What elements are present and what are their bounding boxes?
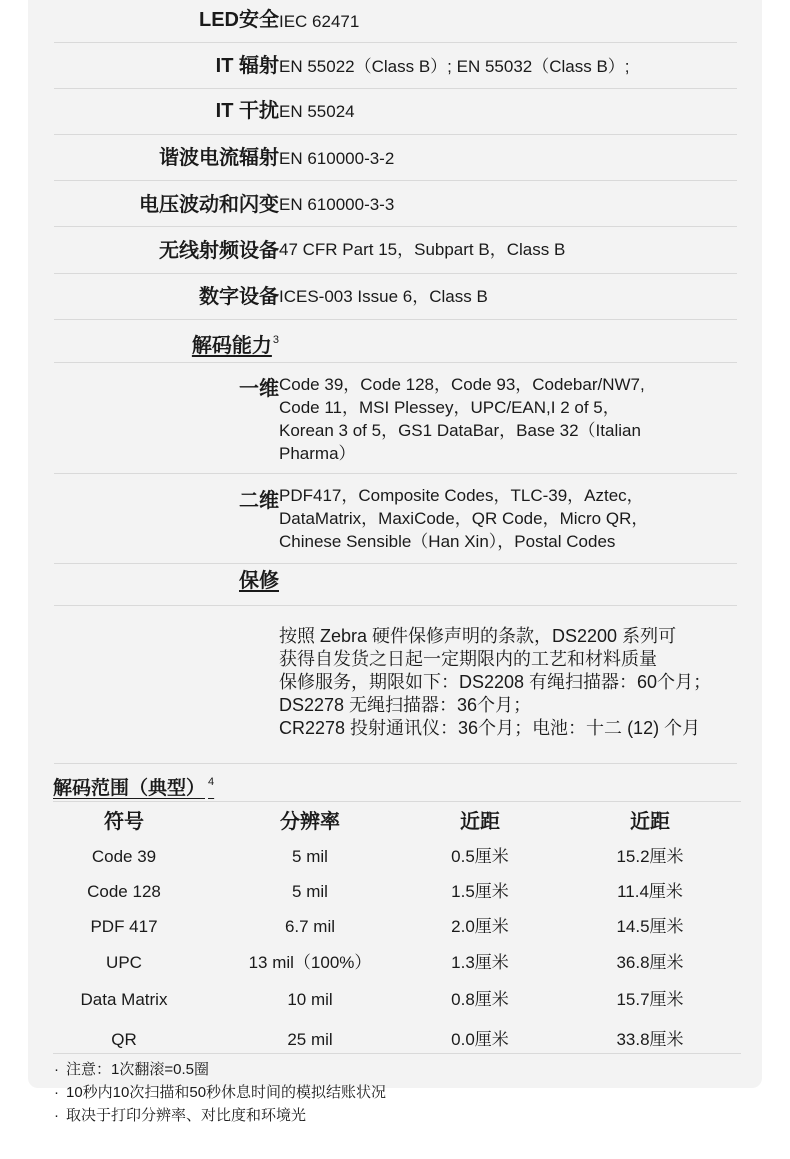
table-cell: 1.5厘米 bbox=[451, 882, 509, 901]
bullet-icon: · bbox=[54, 1084, 59, 1101]
table-cell: 10 mil bbox=[287, 990, 333, 1009]
table-cell: 5 mil bbox=[292, 847, 328, 866]
spec-value: EN 610000-3-3 bbox=[279, 195, 395, 214]
table-cell: QR bbox=[111, 1030, 137, 1049]
table-cell: 0.5厘米 bbox=[451, 847, 509, 866]
decode-range-title: 解码范围（典型） $^4$ bbox=[53, 776, 215, 799]
table-cell: 5 mil bbox=[292, 882, 328, 901]
spec-label: 电压波动和闪变 bbox=[139, 194, 279, 216]
spec-row-rf-device bbox=[54, 227, 737, 274]
decode-capability-header bbox=[54, 320, 737, 363]
spec-label: 一维 bbox=[239, 378, 279, 400]
table-cell: PDF 417 bbox=[90, 917, 158, 936]
warranty-header bbox=[54, 564, 737, 606]
table-cell: 0.8厘米 bbox=[451, 990, 509, 1009]
column-header-symbol: 符号 bbox=[104, 811, 144, 833]
table-cell: UPC bbox=[106, 953, 142, 972]
spec-value: ICES-003 Issue 6，Class B bbox=[279, 287, 488, 306]
table-cell: 2.0厘米 bbox=[451, 917, 509, 936]
column-header-resolution: 分辨率 bbox=[280, 811, 340, 833]
warranty-text: 按照 Zebra 硬件保修声明的条款，DS2200 系列可 获得自发货之日起一定期限内的工艺和材料质量 保修服务，期限如下：DS2208 有绳扫描器：60个月； DS2278 无绳扫描器：36个月； CR2278 投射通讯仪：36个月；电池：十二 (12) 个月 bbox=[279, 626, 712, 738]
divider bbox=[53, 1053, 741, 1054]
decode-capability-title: 解码能力$^3$ bbox=[191, 334, 279, 357]
spec-value: EN 55022（Class B）; EN 55032（Class B）; bbox=[279, 57, 630, 76]
table-cell: 0.0厘米 bbox=[451, 1030, 509, 1049]
decode-2d-row bbox=[54, 474, 737, 564]
spec-row-it-emission bbox=[54, 43, 737, 89]
column-header-far-range: 近距 bbox=[630, 811, 670, 833]
spec-label: 谐波电流辐射 bbox=[159, 147, 279, 169]
table-cell: 13 mil（100%） bbox=[248, 953, 372, 972]
table-cell: 15.7厘米 bbox=[616, 990, 684, 1009]
spec-row-voltage-flicker bbox=[54, 181, 737, 227]
footnote: 10秒内10次扫描和50秒休息时间的模拟结账状况 bbox=[66, 1084, 387, 1101]
spec-row-harmonic bbox=[54, 135, 737, 181]
footnote: 取决于打印分辨率、对比度和环境光 bbox=[66, 1107, 307, 1124]
table-cell: 25 mil bbox=[287, 1030, 333, 1049]
bullet-icon: · bbox=[54, 1107, 59, 1124]
footnote: 注意：1次翻滚=0.5圈 bbox=[66, 1061, 209, 1078]
spec-label: IT 干扰 bbox=[215, 100, 279, 122]
decode-1d-symbologies: Code 39，Code 128，Code 93，Codebar/NW7, Code 11，MSI Plessey，UPC/EAN,I 2 of 5， Korean 3 of 5，GS1 DataBar，Base 32（Italian Pharma） bbox=[279, 375, 645, 463]
table-cell: Data Matrix bbox=[80, 990, 168, 1009]
spec-row-led-safety bbox=[54, 0, 737, 43]
decode-2d-symbologies: PDF417，Composite Codes，TLC-39，Aztec， DataMatrix，MaxiCode，QR Code，Micro QR， Chinese Sensible（Han Xin），Postal Codes bbox=[279, 486, 649, 551]
spec-value: EN 55024 bbox=[279, 102, 355, 121]
spec-label: LED安全 bbox=[199, 9, 279, 31]
spec-label: 二维 bbox=[239, 490, 279, 512]
warranty-row bbox=[54, 606, 737, 764]
table-cell: 1.3厘米 bbox=[451, 953, 509, 972]
table-cell: 15.2厘米 bbox=[616, 847, 684, 866]
table-cell: 14.5厘米 bbox=[616, 917, 684, 936]
table-cell: Code 128 bbox=[87, 882, 161, 901]
decode-1d-row bbox=[54, 363, 737, 474]
spec-value: EN 610000-3-2 bbox=[279, 149, 395, 168]
spec-row-digital-device bbox=[54, 274, 737, 320]
spec-row-it-immunity bbox=[54, 89, 737, 135]
spec-value: 47 CFR Part 15，Subpart B，Class B bbox=[279, 240, 566, 259]
table-cell: 11.4厘米 bbox=[617, 882, 683, 901]
spec-value: IEC 62471 bbox=[279, 12, 360, 31]
column-header-near-range: 近距 bbox=[460, 811, 500, 833]
table-cell: 36.8厘米 bbox=[616, 953, 684, 972]
divider bbox=[53, 801, 741, 802]
bullet-icon: · bbox=[54, 1061, 59, 1078]
table-cell: Code 39 bbox=[91, 847, 157, 866]
spec-label: IT 辐射 bbox=[215, 55, 279, 77]
spec-label: 无线射频设备 bbox=[159, 240, 279, 262]
table-cell: 6.7 mil bbox=[284, 917, 336, 936]
table-cell: 33.8厘米 bbox=[616, 1030, 684, 1049]
spec-label: 数字设备 bbox=[199, 286, 279, 308]
warranty-title: 保修 bbox=[239, 570, 279, 592]
